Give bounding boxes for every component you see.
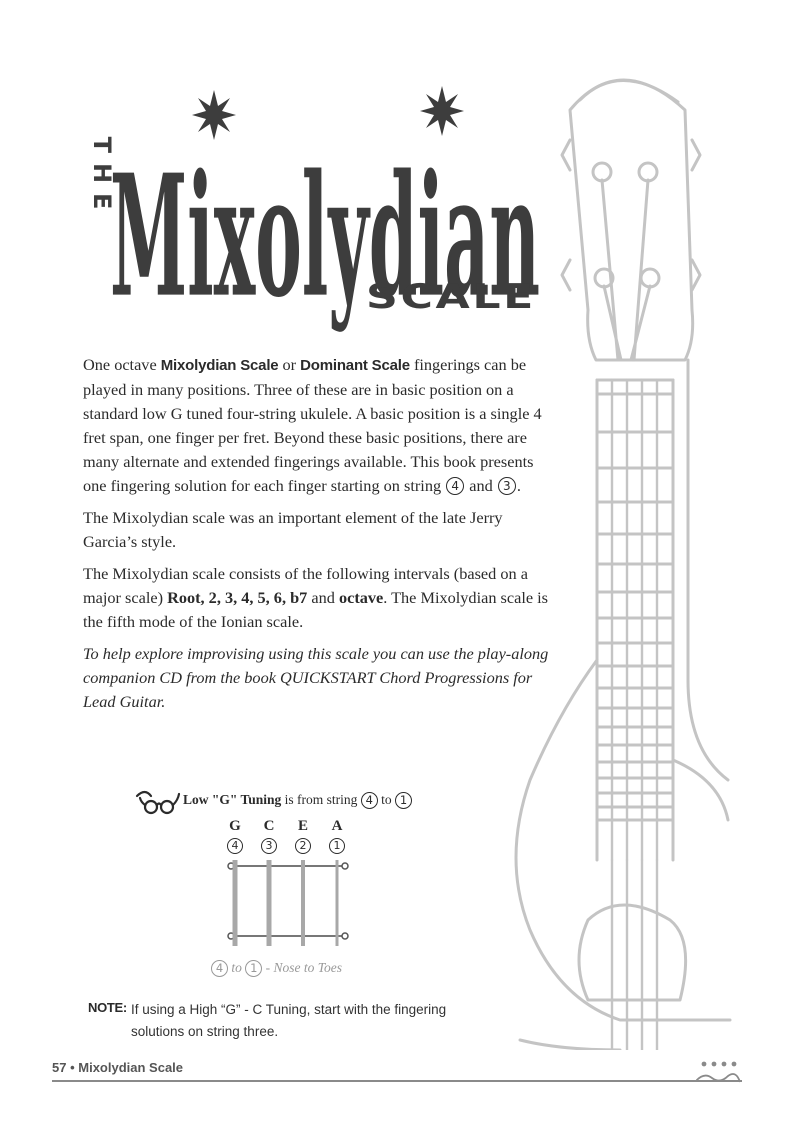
text: . (516, 476, 521, 495)
bold-term-mixolydian: Mixolydian Scale (160, 357, 279, 374)
title-main-text: Mixolydian (110, 137, 540, 335)
text: and (307, 588, 339, 607)
title-sub-text: SCALE (366, 277, 536, 317)
tuning-title: Low "G" Tuning (183, 792, 282, 807)
fretboard-diagram (223, 858, 353, 948)
footer-ornament-icon (696, 1060, 742, 1090)
string-number-badge: 1 (395, 792, 412, 809)
section-name: Mixolydian Scale (78, 1060, 184, 1075)
string-number-badge: 2 (295, 838, 311, 854)
paragraph-2: The Mixolydian scale was an important element of the late Jerry Garcia’s style. (83, 508, 503, 551)
note-label: E (297, 818, 308, 834)
note-label: NOTE: (88, 1000, 127, 1015)
asterisk-icon (192, 86, 464, 140)
string-number-badge: 4 (211, 960, 228, 977)
body-text (83, 353, 553, 722)
text: One octave (83, 355, 161, 374)
title-mixolydian (104, 80, 554, 345)
string-number (223, 836, 247, 854)
string-number-badge: 1 (245, 960, 262, 977)
string-number-badge: 3 (498, 477, 516, 495)
text: to (377, 792, 396, 807)
string-number (325, 836, 349, 854)
string-number (257, 836, 281, 854)
text: The Mixolydian scale consists of the following intervals (based on a major scale) (83, 564, 528, 607)
note-label: G (229, 818, 241, 834)
text: or (278, 355, 301, 374)
page-number: 57 (52, 1060, 67, 1075)
string-number-badge: 4 (361, 792, 378, 809)
glasses-icon (135, 788, 181, 818)
footer-rule (52, 1080, 742, 1082)
string-number-badge: 1 (329, 838, 345, 854)
paragraph-3 (83, 562, 553, 634)
separator: • (66, 1060, 79, 1075)
paragraph-4: To help explore improvising using this scale you can use the play-along companion CD from the book QUICKSTART Chord Progressions for Lead Guitar. (83, 644, 549, 711)
string-number-badge: 4 (446, 477, 464, 495)
text: fingerings can be played in many positions. Three of these are in basic position on a standard low G tuned four-string ukulele. A basic position is a single 4 fret span, one finger per fret. Beyond these basic positions, there are many alternate and extended fingerings available. This book presents one fingering solution for each finger starting on string (83, 355, 542, 495)
page-footer (52, 1060, 183, 1075)
text: . The Mixolydian scale is the fifth mode of the Ionian scale. (83, 588, 548, 631)
text: is from string (281, 792, 361, 807)
bold-octave: octave (338, 588, 384, 607)
text: to (228, 960, 246, 975)
string-number-badge: 3 (261, 838, 277, 854)
text: and (465, 476, 497, 495)
title-the-text: THE (88, 136, 116, 220)
tuning-description (183, 792, 412, 809)
tuning-diagram (135, 788, 465, 988)
bold-term-dominant: Dominant Scale (300, 357, 410, 374)
note-label: A (331, 818, 343, 834)
note-text: If using a High “G” - C Tuning, start with the fingering solutions on string three. (131, 1002, 447, 1039)
paragraph-1 (83, 353, 553, 498)
text: - Nose to Toes (262, 960, 343, 975)
note-label: C (263, 818, 275, 834)
bold-intervals: Root, 2, 3, 4, 5, 6, b7 (167, 588, 308, 607)
string-number (291, 836, 315, 854)
string-number-badge: 4 (227, 838, 243, 854)
nose-to-toes-caption (211, 960, 342, 977)
